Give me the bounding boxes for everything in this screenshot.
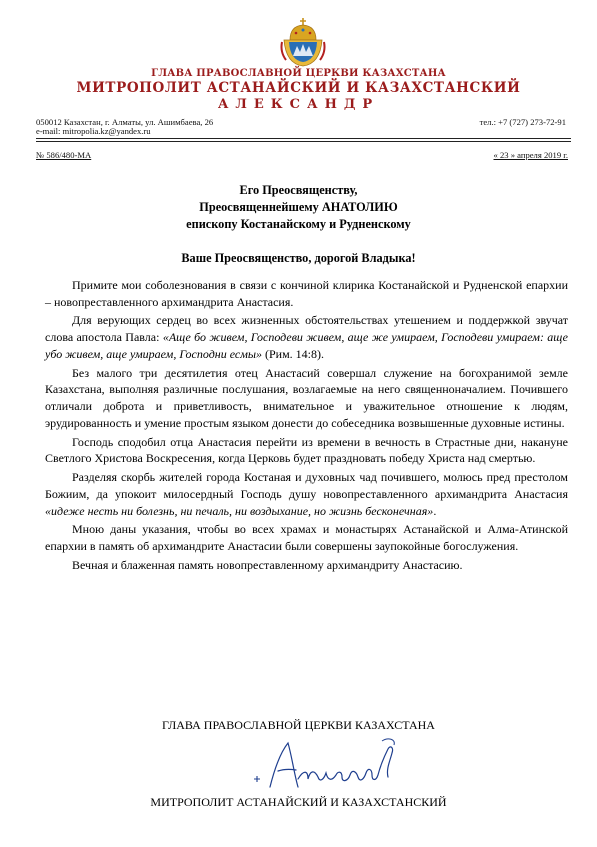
- body-paragraph: Примите мои соболезнования в связи с кончиной клирика Костанайской и Рудненской епархии – новопреставленного архимандрита Анастасия.: [45, 278, 568, 309]
- header-divider: [36, 138, 571, 139]
- body-paragraph: Вечная и блаженная память новопреставленному архимандриту Анастасию.: [72, 557, 463, 572]
- header-phone: тел.: +7 (727) 273-72-91: [479, 117, 566, 127]
- body-paragraph: Господь сподобил отца Анастасия перейти из времени в вечность в Страстные дни, накануне Светлого Христова Воскресения, когда Церковь будет праздновать победу Христа над смертью.: [45, 434, 568, 466]
- addressee-line: Преосвященнейшему АНАТОЛИЮ: [199, 200, 398, 214]
- church-emblem-icon: [278, 16, 328, 68]
- header-name: АЛЕКСАНДР: [217, 97, 380, 112]
- header-org-title: ГЛАВА ПРАВОСЛАВНОЙ ЦЕРКВИ КАЗАХСТАНА: [151, 68, 446, 79]
- header-address: 050012 Казахстан, г. Алматы, ул. Ашимбаева, 26: [36, 117, 214, 127]
- paragraph-text: Разделяя скорбь жителей города Костаная и духовных чад почившего, молюсь пред престолом Божиим, да упокоит милосердный Господь душу новопреставленного архимандрита Анастасия: [45, 469, 568, 501]
- body-paragraph: [45, 312, 568, 362]
- liturgical-quote: «идеже несть ни болезнь, ни печаль, ни воздыхание, но жизнь бесконечная»: [45, 503, 434, 518]
- header-divider: [36, 141, 571, 142]
- scripture-quote: «Аще бо живем, Господеви живем, аще же умираем, Господеви умираем: аще убо живем, аще умираем, Господни есмы»: [45, 330, 568, 361]
- addressee-line: Его Преосвященству,: [239, 183, 358, 197]
- header-metropolitan-title: МИТРОПОЛИТ АСТАНАЙСКИЙ И КАЗАХСТАНСКИЙ: [76, 80, 521, 96]
- paragraph-text: .: [433, 503, 437, 518]
- letter-body: [45, 277, 568, 575]
- addressee-line: епископу Костанайскому и Рудненскому: [186, 217, 411, 231]
- paragraph-text: Для верующих сердец во всех жизненных обстоятельствах утешением и поддержкой звучат слова апостола Павла:: [45, 313, 568, 345]
- reference-date: « 23 » апреля 2019 г.: [493, 150, 568, 160]
- body-paragraph: Мною даны указания, чтобы во всех храмах и монастырях Астанайской и Алма-Атинской епархии в память об архимандрите Анастасии были совершены заупокойные богослужения.: [45, 522, 568, 553]
- salutation: Ваше Преосвященство, дорогой Владыка!: [181, 251, 416, 265]
- reference-number: № 586/480-МА: [36, 150, 92, 160]
- body-paragraph: [45, 469, 568, 519]
- paragraph-text: (Рим. 14:8).: [262, 346, 325, 361]
- handwritten-signature: [248, 735, 408, 797]
- body-paragraph: Без малого три десятилетия отец Анастасий совершал служение на богохранимой земле Казахстана, выполняя различные послушания, возлагаемые на него священноначалием. Почившего отличали доброта и приветливость, внимательное и уважительное отношение к людям, эрудированность и умение простым языком донести до собеседника возвышенные духовные истины.: [45, 365, 568, 430]
- signature-title: ГЛАВА ПРАВОСЛАВНОЙ ЦЕРКВИ КАЗАХСТАНА: [162, 718, 435, 732]
- header-email: e-mail: mitropolia.kz@yandex.ru: [36, 126, 151, 136]
- signature-title: МИТРОПОЛИТ АСТАНАЙСКИЙ И КАЗАХСТАНСКИЙ: [150, 795, 447, 809]
